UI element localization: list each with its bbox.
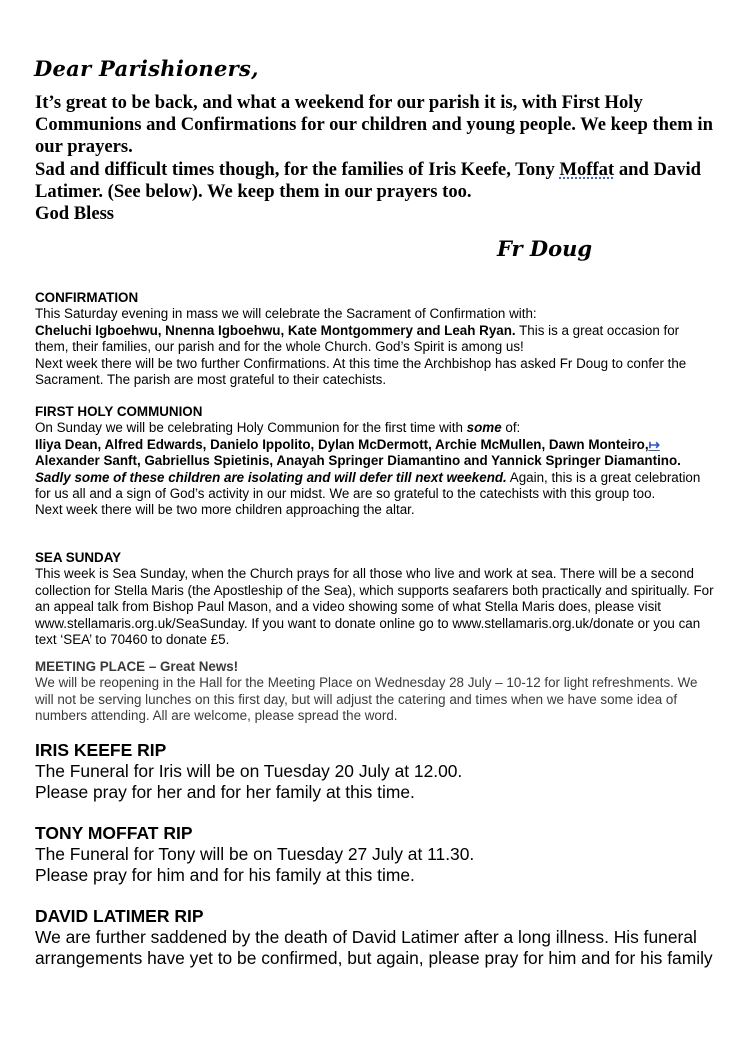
section-text: Again, this is a great celebration for us all and a sign of God’s activity in our midst. We are so grateful to the catechists with this group too. [35,469,701,502]
tab-mark-icon: ↦ [648,436,660,452]
intro-paragraph-2 [35,159,715,203]
rip-title-david-latimer: DAVID LATIMER RIP [35,906,204,926]
section-text: This Saturday evening in mass we will celebrate the Sacrament of Confirmation with: [35,306,537,322]
intro-text: and David Latimer. (See below). We keep them in our prayers too. [35,158,701,202]
section-heading: MEETING PLACE – Great News! [35,659,239,674]
section-text [35,437,715,503]
section-text: Next week there will be two further Confirmations. At this time the Archbishop has asked Fr Doug to confer the Sacrament. The parish are most grateful to their catechists. [35,355,687,388]
rip-body-iris-keefe [35,761,715,803]
rip-text: The Funeral for Tony will be on Tuesday 27 July at 11.30. [35,844,475,864]
emphasis: some [466,420,502,436]
intro-paragraph-1: It’s great to be back, and what a weekend for our parish it is, with First Holy Communions and Confirmations for our children and young people. We keep them in our prayers. [35,92,713,158]
first-communion-section [35,404,715,519]
candidate-names: Cheluchi Igboehwu, Nnenna Igboehwu, Kate Montgommery and Leah Ryan. [35,322,516,338]
section-text: Next week there will be two more children approaching the altar. [35,502,415,518]
isolating-note: Sadly some of these children are isolating and will defer till next weekend. [35,469,507,485]
section-text: We will be reopening in the Hall for the Meeting Place on Wednesday 28 July – 10-12 for light refreshments. We will not be serving lunches on this first day, but will adjust the catering and times when we have some idea of numbers attending. All are welcome, please spread the word. [35,675,698,724]
section-text: This week is Sea Sunday, when the Church prays for all those who live and work at sea. There will be a second collection for Stella Maris (the Apostleship of the Sea), which supports seafarers both practically and spiritually. For an appeal talk from Bishop Paul Mason, and a video showing some of what Stella Maris does, please visit www.stellamaris.org.uk/SeaSunday. If you want to donate online go to www.stellamaris.org.uk/donate or you can text ‘SEA’ to 70460 to donate £5. [35,566,714,648]
intro-text: Sad and difficult times though, for the families of Iris Keefe, Tony [35,158,560,180]
section-text [35,323,715,356]
section-heading: FIRST HOLY COMMUNION [35,404,203,419]
intro-blessing: God Bless [35,203,115,225]
rip-text: We are further saddened by the death of David Latimer after a long illness. His funeral arrangements have yet to be confirmed, but again, please pray for him and for his family [35,927,713,968]
rip-body-tony-moffat [35,844,715,886]
section-heading: SEA SUNDAY [35,550,122,565]
section-heading: CONFIRMATION [35,290,139,305]
section-text: of: [501,420,521,436]
rip-title-tony-moffat: TONY MOFFAT RIP [35,823,193,843]
intro-letter [35,92,715,225]
section-text: On Sunday we will be celebrating Holy Communion for the first time with [35,420,467,436]
rip-text: The Funeral for Iris will be on Tuesday 20 July at 12.00. [35,761,463,781]
section-text [35,420,715,436]
sea-sunday-section [35,550,715,648]
section-text: This is a great occasion for them, their families, our parish and for the whole Church. God’s Spirit is among us! [35,322,680,355]
rip-text: Please pray for her and for her family at this time. [35,782,415,802]
candidate-names: Alexander Sanft, Gabriellus Spietinis, Anayah Springer Diamantino and Yannick Springer Diamantino. [35,453,681,469]
rip-text: Please pray for him and for his family at this time. [35,865,415,885]
candidate-names: Iliya Dean, Alfred Edwards, Danielo Ippolito, Dylan McDermott, Archie McMullen, Dawn Monteiro, [35,436,649,452]
confirmation-section [35,290,715,388]
rip-title-iris-keefe: IRIS KEEFE RIP [35,740,167,760]
salutation: Dear Parishioners, [34,56,259,81]
spelling-flagged-word: Moffat [559,158,615,180]
rip-body-david-latimer [35,927,715,969]
meeting-place-section [35,659,715,725]
signature: Fr Doug [497,236,593,261]
